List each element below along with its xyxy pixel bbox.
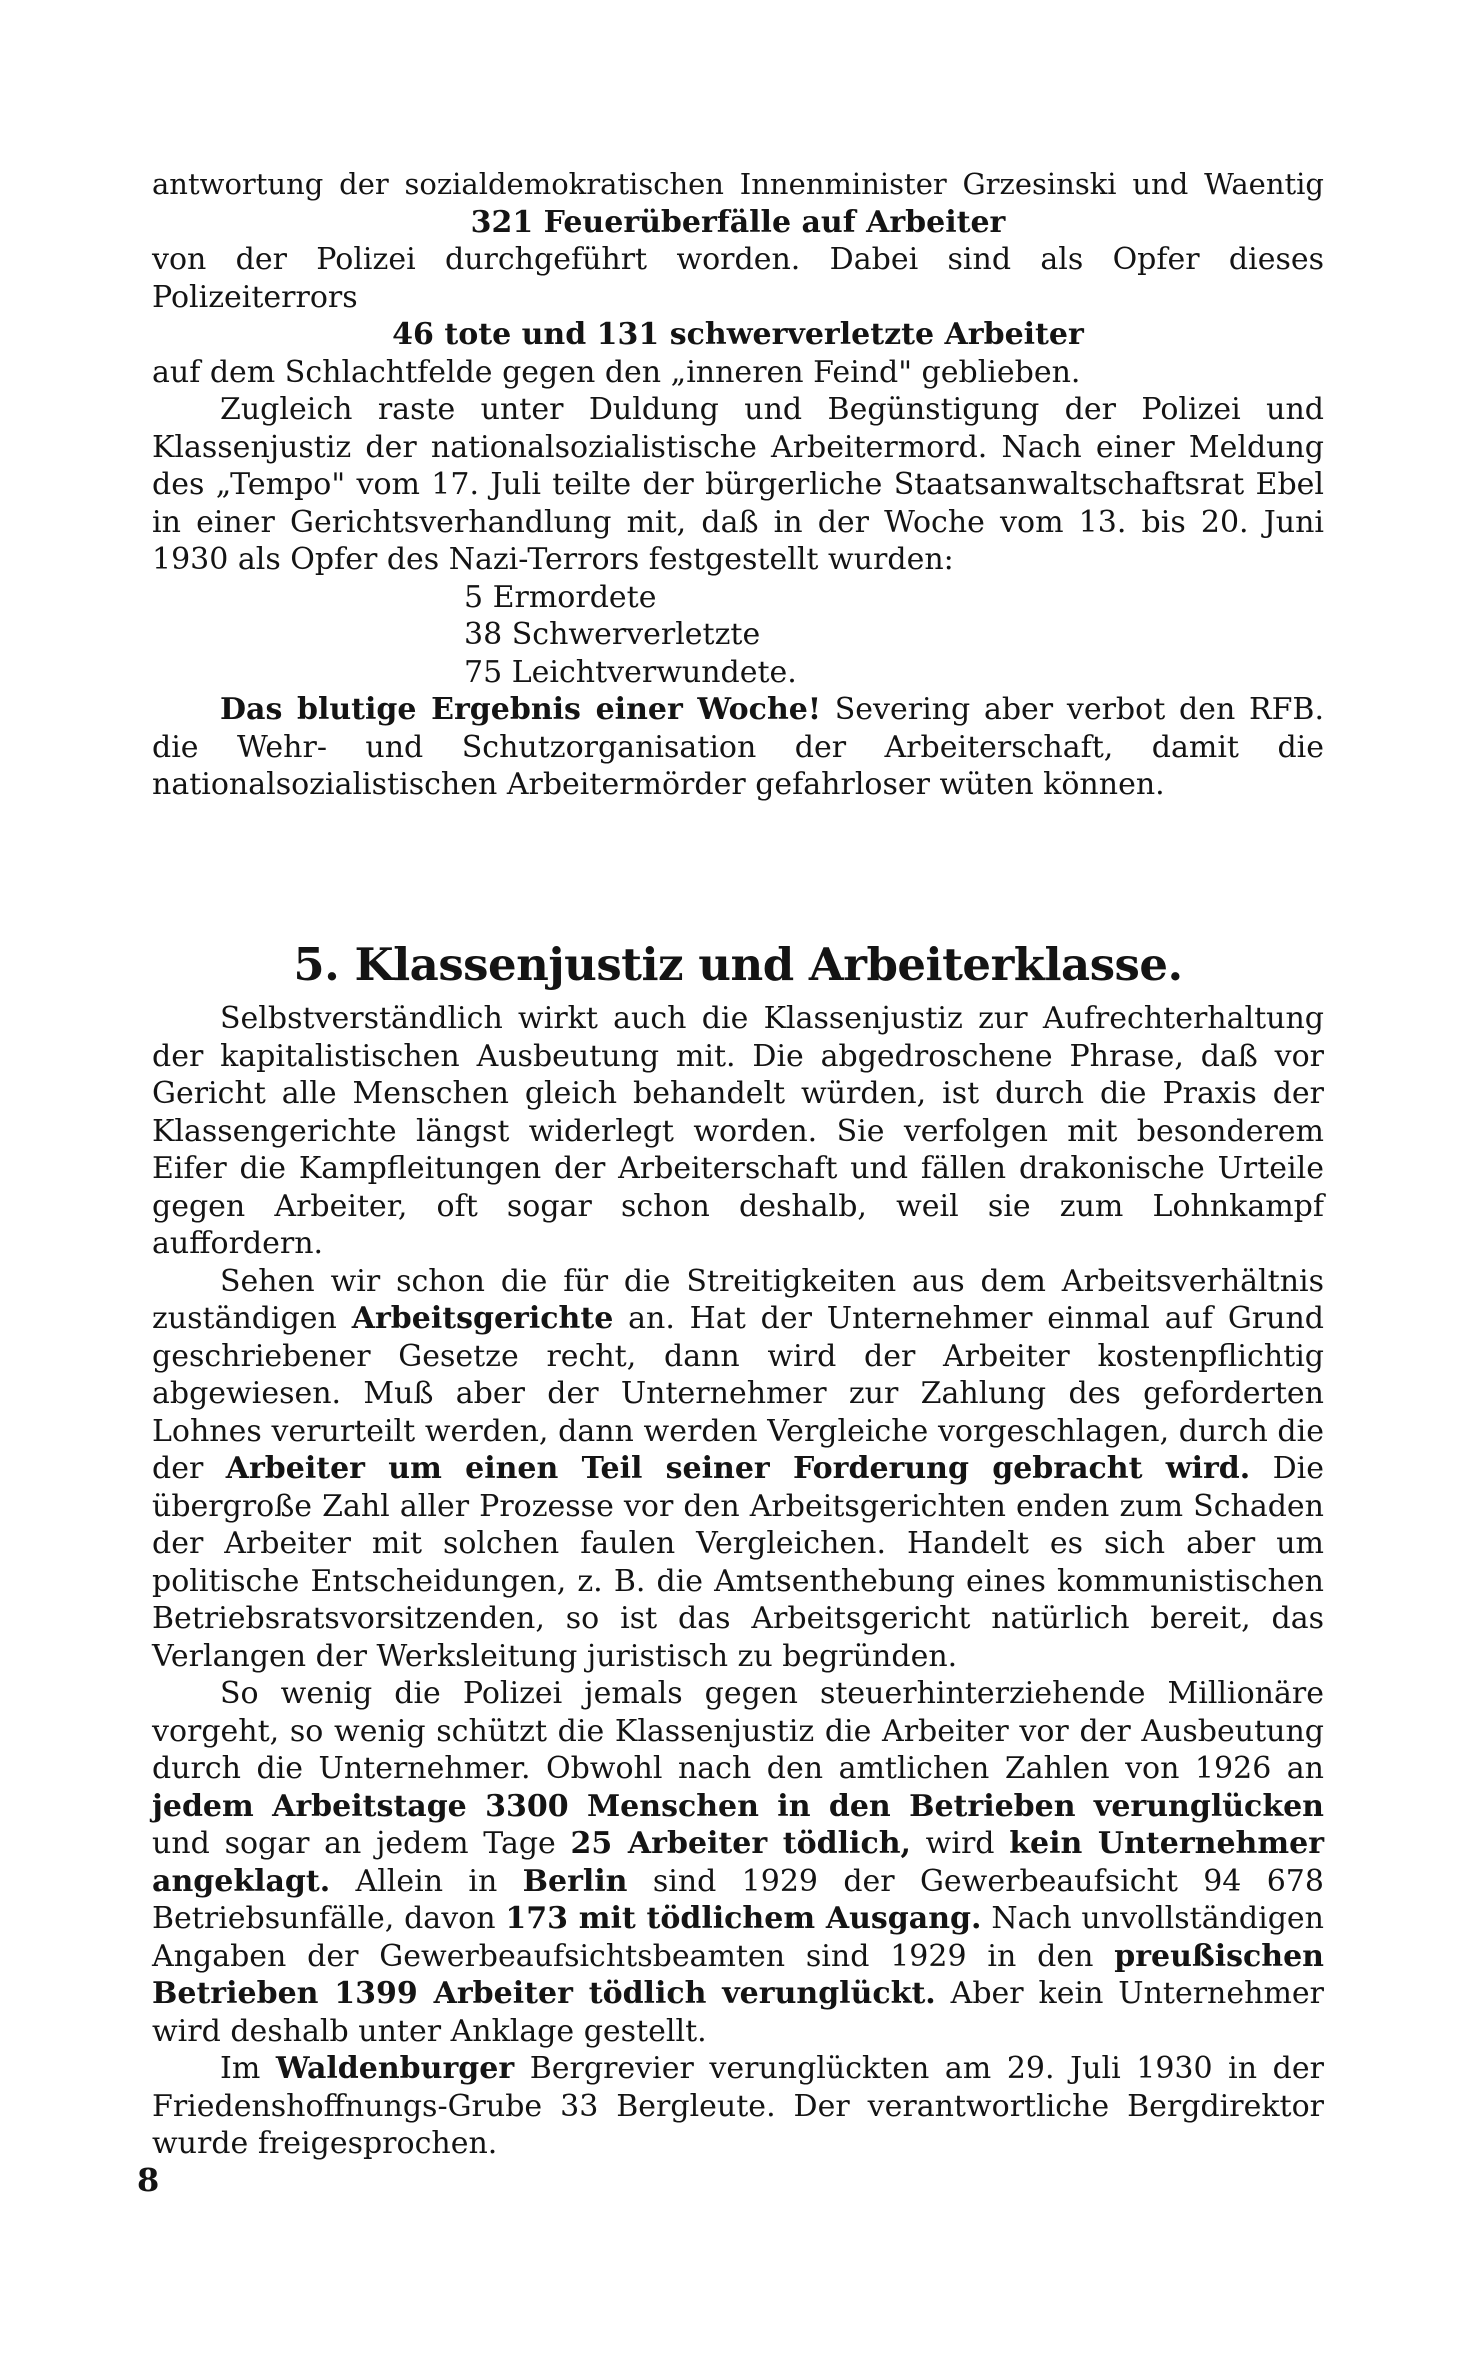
paragraph-nazi-terror: Zugleich raste unter Duldung und Begünstigung der Polizei und Klassenjustiz der nationalsozialistische Arbeitermord. Nach einer Meldung des „Tempo" vom 17. Juli teilte der bürgerliche Staatsanwaltschaftsrat Ebel in einer Gerichtsverhandlung mit, daß in der Woche vom 13. bis 20. Juni 1930 als Opfer des Nazi-Terrors festgestellt wurden: — [152, 392, 1324, 577]
text-line: von der Polizei durchgeführt worden. Dabei sind als Opfer dieses Polizeiterrors — [152, 242, 1324, 315]
paragraph — [152, 2050, 1324, 2163]
section-heading: 5. Klassenjustiz und Arbeiterklasse. — [293, 938, 1183, 991]
victim-list — [152, 579, 1324, 692]
highlight-line: 321 Feuerüberfälle auf Arbeiter — [470, 204, 1006, 240]
list-item: 5 Ermordete — [464, 579, 657, 615]
paragraph-rfb — [152, 691, 1324, 804]
bold-phrase: Berlin — [522, 1863, 628, 1899]
text-span: Aber kein Unternehmer wird deshalb unter Anklage gestellt. — [152, 1976, 1324, 2049]
paragraph — [152, 1675, 1324, 2050]
paragraph — [152, 1263, 1324, 1676]
section-body — [152, 1000, 1324, 2163]
text-span: an. Hat der Unternehmer einmal auf Grund geschriebener Gesetze recht, dann wird der Arbeiter kostenpflichtig abgewiesen. Muß aber der Unternehmer zur Zahlung des geforderten Lohnes verurteilt werden, dann werden Vergleiche vorgeschlagen, durch die der — [152, 1301, 1324, 1486]
text-span: Bergrevier verunglückten am 29. Juli 1930 in der Friedenshoffnungs-Grube 33 Bergleute. Der verantwortliche Bergdirektor wurde freigesprochen. — [152, 2051, 1324, 2161]
bold-phrase: Arbeiter um einen Teil seiner Forderung gebracht wird. — [225, 1451, 1251, 1486]
text-line: antwortung der sozialdemokratischen Innenminister Grzesinski und Waentig — [152, 167, 1324, 201]
text-span: Severing aber verbot den RFB. die Wehr- und Schutzorganisation der Arbeiterschaft, damit die nationalsozialistischen Arbeitermörder gefahrloser wüten können. — [152, 692, 1324, 802]
bold-phrase: 25 Arbeiter tödlich, — [570, 1826, 911, 1861]
paragraph: Selbstverständlich wirkt auch die Klassenjustiz zur Aufrechterhaltung der kapitalistischen Ausbeutung mit. Die abgedroschene Phrase, daß vor Gericht alle Menschen gleich behandelt würden, ist durch die Praxis der Klassengerichte längst widerlegt worden. Sie verfolgen mit besonderem Eifer die Kampfleitungen der Arbeiterschaft und fällen drakonische Urteile gegen Arbeiter, oft sogar schon deshalb, weil sie zum Lohnkampf auffordern. — [152, 1001, 1324, 1261]
text-line: auf dem Schlachtfelde gegen den „inneren Feind" geblieben. — [152, 354, 1081, 390]
text-span: Die übergroße Zahl aller Prozesse vor den Arbeitsgerichten enden zum Schaden der Arbeiter mit solchen faulen Vergleichen. Handelt es sich aber um politische Entscheidungen, z. B. die Amtsenthebung eines kommunistischen Betriebsratsvorsitzenden, so ist das Arbeitsgericht natürlich bereit, das Verlangen der Werksleitung juristisch zu begründen. — [152, 1451, 1325, 1674]
text-span: Sehen wir schon die für die Streitigkeiten aus dem Arbeitsverhältnis zuständigen — [152, 1263, 1324, 1336]
bold-phrase: kein Unternehmer angeklagt. — [152, 1826, 1324, 1899]
highlight-line: 46 tote und 131 schwerverletzte Arbeiter — [392, 317, 1084, 352]
text-span: und sogar an jedem Tage — [152, 1826, 571, 1861]
bold-phrase: Waldenburger — [275, 2051, 515, 2086]
bold-phrase: preußischen Betrieben 1399 Arbeiter tödlich verunglückt. — [152, 1938, 1324, 2011]
bold-phrase: jedem Arbeitstage 3300 Menschen in den Betrieben verunglücken — [152, 1788, 1324, 1824]
page-number: 8 — [137, 2161, 160, 2199]
bold-phrase: Arbeitsgerichte — [351, 1301, 614, 1336]
bold-phrase: Das blutige Ergebnis einer Woche! — [220, 692, 822, 727]
top-section — [152, 166, 1324, 804]
list-item: 75 Leichtverwundete. — [464, 654, 797, 690]
bold-phrase: 173 mit tödlichem Ausgang. — [505, 1901, 982, 1936]
text-span: So wenig die Polizei jemals gegen steuerhinterziehende Millionäre vorgeht, so wenig schützt die Klassenjustiz die Arbeiter vor der Ausbeutung durch die Unternehmer. Obwohl nach den amtlichen Zahlen von 1926 an — [152, 1676, 1324, 1786]
list-item: 38 Schwerverletzte — [464, 617, 761, 652]
text-span: Allein in — [330, 1863, 523, 1899]
text-span: sind 1929 der Gewerbeaufsicht 94 678 Betriebsunfälle, davon — [152, 1863, 1324, 1936]
text-span: wird — [910, 1826, 1010, 1861]
text-span: Im — [220, 2051, 276, 2086]
text-span: Nach unvollständigen Angaben der Gewerbeaufsichtsbeamten sind 1929 in den — [152, 1901, 1325, 1974]
